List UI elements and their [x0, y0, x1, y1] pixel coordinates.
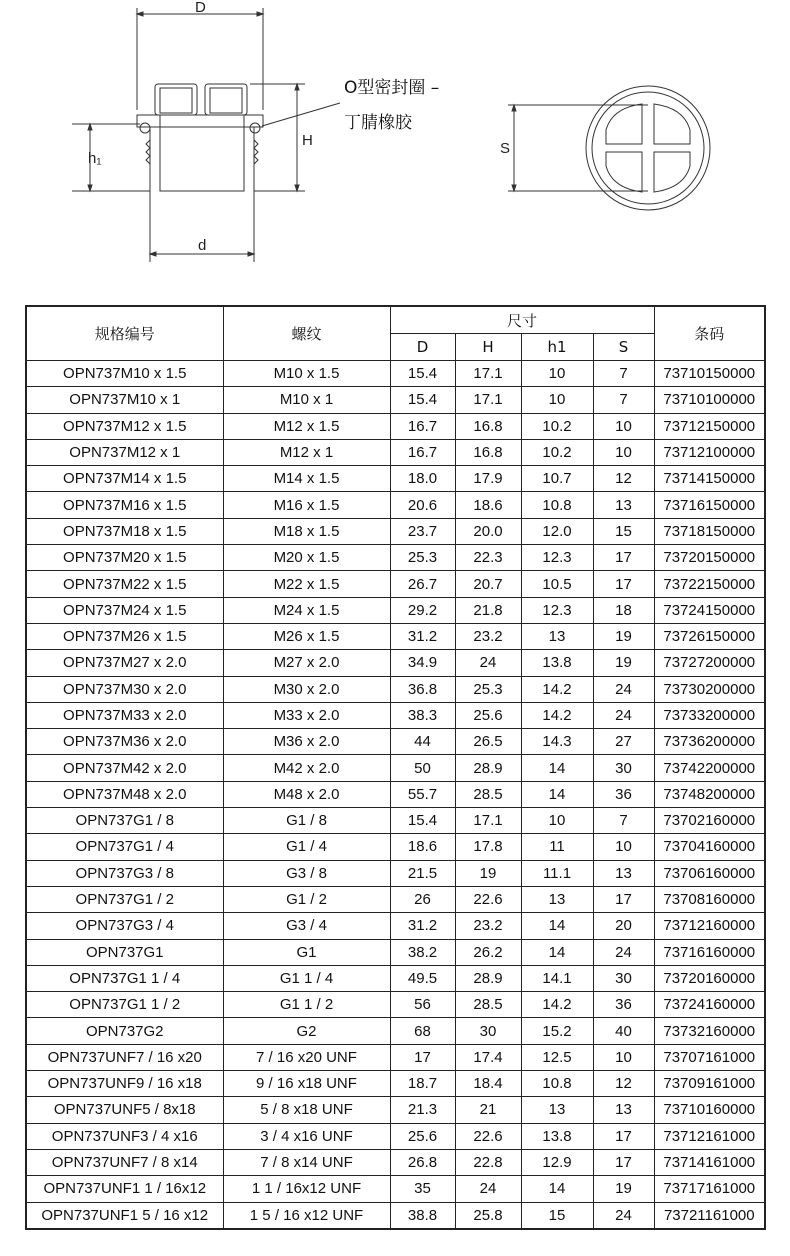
- cell-D: 38.2: [390, 939, 455, 965]
- cell-H: 28.9: [455, 965, 521, 991]
- cell-H: 20.7: [455, 571, 521, 597]
- cell-S: 15: [593, 518, 654, 544]
- cell-S: 24: [593, 1202, 654, 1229]
- cell-h1: 15.2: [521, 1018, 593, 1044]
- cell-spec: OPN737M33 x 2.0: [26, 702, 223, 728]
- cell-S: 17: [593, 886, 654, 912]
- table-row: [26, 597, 765, 623]
- cell-barcode: 73710160000: [654, 1097, 765, 1123]
- cell-h1: 11: [521, 834, 593, 860]
- cell-thread: M26 x 1.5: [223, 623, 390, 649]
- cell-D: 23.7: [390, 518, 455, 544]
- table-row: [26, 781, 765, 807]
- table-row: [26, 729, 765, 755]
- table-row: [26, 518, 765, 544]
- cell-h1: 14.2: [521, 702, 593, 728]
- cell-H: 21.8: [455, 597, 521, 623]
- cell-S: 7: [593, 361, 654, 387]
- cell-h1: 14: [521, 939, 593, 965]
- cell-h1: 14.2: [521, 992, 593, 1018]
- cell-thread: M33 x 2.0: [223, 702, 390, 728]
- cell-barcode: 73710150000: [654, 361, 765, 387]
- cell-spec: OPN737G1 / 2: [26, 886, 223, 912]
- header-dimensions: 尺寸: [390, 306, 654, 334]
- table-row: [26, 939, 765, 965]
- cell-S: 19: [593, 623, 654, 649]
- cell-thread: M42 x 2.0: [223, 755, 390, 781]
- cell-D: 16.7: [390, 413, 455, 439]
- cell-S: 10: [593, 413, 654, 439]
- header-h1: h1: [521, 334, 593, 361]
- cell-S: 12: [593, 1071, 654, 1097]
- cell-spec: OPN737M16 x 1.5: [26, 492, 223, 518]
- cell-thread: 7 / 16 x20 UNF: [223, 1044, 390, 1070]
- cell-S: 12: [593, 466, 654, 492]
- cell-H: 25.3: [455, 676, 521, 702]
- table-row: [26, 361, 765, 387]
- cell-thread: G1 1 / 2: [223, 992, 390, 1018]
- cell-h1: 12.3: [521, 545, 593, 571]
- cell-h1: 12.5: [521, 1044, 593, 1070]
- cell-thread: G1 / 4: [223, 834, 390, 860]
- cell-D: 34.9: [390, 650, 455, 676]
- cell-H: 28.5: [455, 992, 521, 1018]
- cell-D: 15.4: [390, 361, 455, 387]
- cell-spec: OPN737G2: [26, 1018, 223, 1044]
- cell-S: 30: [593, 755, 654, 781]
- cell-D: 36.8: [390, 676, 455, 702]
- cell-thread: G3 / 4: [223, 913, 390, 939]
- cell-D: 29.2: [390, 597, 455, 623]
- cell-barcode: 73748200000: [654, 781, 765, 807]
- cell-S: 20: [593, 913, 654, 939]
- cell-h1: 10: [521, 361, 593, 387]
- cell-thread: G1 1 / 4: [223, 965, 390, 991]
- cell-h1: 10.8: [521, 1071, 593, 1097]
- cell-h1: 13: [521, 623, 593, 649]
- cell-thread: G1 / 8: [223, 808, 390, 834]
- cell-H: 20.0: [455, 518, 521, 544]
- cell-D: 20.6: [390, 492, 455, 518]
- spec-table: [25, 305, 766, 1230]
- cell-spec: OPN737G1 1 / 2: [26, 992, 223, 1018]
- cell-D: 17: [390, 1044, 455, 1070]
- cell-H: 23.2: [455, 623, 521, 649]
- cell-spec: OPN737M22 x 1.5: [26, 571, 223, 597]
- cell-H: 26.2: [455, 939, 521, 965]
- cell-barcode: 73722150000: [654, 571, 765, 597]
- cell-barcode: 73710100000: [654, 387, 765, 413]
- table-row: [26, 834, 765, 860]
- label-h1: h₁: [88, 150, 102, 167]
- cell-thread: M12 x 1.5: [223, 413, 390, 439]
- cell-H: 22.8: [455, 1149, 521, 1175]
- cell-spec: OPN737UNF7 / 8 x14: [26, 1149, 223, 1175]
- cell-D: 15.4: [390, 808, 455, 834]
- cell-S: 30: [593, 965, 654, 991]
- cell-spec: OPN737M20 x 1.5: [26, 545, 223, 571]
- cell-H: 18.6: [455, 492, 521, 518]
- table-row: [26, 860, 765, 886]
- technical-drawing: [0, 0, 790, 295]
- cell-H: 17.4: [455, 1044, 521, 1070]
- cell-thread: M24 x 1.5: [223, 597, 390, 623]
- cell-h1: 10.5: [521, 571, 593, 597]
- header-S: S: [593, 334, 654, 361]
- cell-spec: OPN737G1 1 / 4: [26, 965, 223, 991]
- cell-spec: OPN737G1 / 8: [26, 808, 223, 834]
- cell-D: 56: [390, 992, 455, 1018]
- cell-D: 25.6: [390, 1123, 455, 1149]
- cell-spec: OPN737M42 x 2.0: [26, 755, 223, 781]
- table-row: [26, 1071, 765, 1097]
- cell-barcode: 73732160000: [654, 1018, 765, 1044]
- cell-D: 31.2: [390, 913, 455, 939]
- cell-H: 28.5: [455, 781, 521, 807]
- cell-spec: OPN737UNF1 1 / 16x12: [26, 1176, 223, 1202]
- table-row: [26, 545, 765, 571]
- cell-barcode: 73720150000: [654, 545, 765, 571]
- cell-barcode: 73714161000: [654, 1149, 765, 1175]
- cell-spec: OPN737UNF7 / 16 x20: [26, 1044, 223, 1070]
- header-D: D: [390, 334, 455, 361]
- cell-S: 13: [593, 492, 654, 518]
- cell-S: 18: [593, 597, 654, 623]
- cell-h1: 15: [521, 1202, 593, 1229]
- cell-thread: M20 x 1.5: [223, 545, 390, 571]
- table-row: [26, 413, 765, 439]
- cell-spec: OPN737M18 x 1.5: [26, 518, 223, 544]
- table-row: [26, 965, 765, 991]
- cell-spec: OPN737M10 x 1.5: [26, 361, 223, 387]
- cell-thread: 1 1 / 16x12 UNF: [223, 1176, 390, 1202]
- cell-D: 18.6: [390, 834, 455, 860]
- cell-spec: OPN737UNF5 / 8x18: [26, 1097, 223, 1123]
- cell-H: 17.9: [455, 466, 521, 492]
- cell-spec: OPN737M30 x 2.0: [26, 676, 223, 702]
- top-view: [508, 86, 710, 210]
- cell-spec: OPN737M24 x 1.5: [26, 597, 223, 623]
- label-H: H: [302, 132, 313, 149]
- header-spec: 规格编号: [26, 306, 223, 361]
- cell-thread: M18 x 1.5: [223, 518, 390, 544]
- cell-barcode: 73714150000: [654, 466, 765, 492]
- cell-S: 17: [593, 571, 654, 597]
- cell-barcode: 73718150000: [654, 518, 765, 544]
- cell-D: 26.7: [390, 571, 455, 597]
- cell-thread: 1 5 / 16 x12 UNF: [223, 1202, 390, 1229]
- cell-spec: OPN737UNF1 5 / 16 x12: [26, 1202, 223, 1229]
- cell-H: 26.5: [455, 729, 521, 755]
- cell-h1: 13: [521, 886, 593, 912]
- cell-H: 17.1: [455, 808, 521, 834]
- cell-barcode: 73724150000: [654, 597, 765, 623]
- cell-barcode: 73706160000: [654, 860, 765, 886]
- cell-thread: G1 / 2: [223, 886, 390, 912]
- cell-H: 25.6: [455, 702, 521, 728]
- cell-H: 23.2: [455, 913, 521, 939]
- table-row: [26, 1097, 765, 1123]
- cell-spec: OPN737M48 x 2.0: [26, 781, 223, 807]
- cell-D: 35: [390, 1176, 455, 1202]
- cell-h1: 14: [521, 1176, 593, 1202]
- label-D: D: [195, 0, 206, 16]
- cell-h1: 10: [521, 387, 593, 413]
- cell-spec: OPN737G1: [26, 939, 223, 965]
- cell-S: 24: [593, 939, 654, 965]
- cell-spec: OPN737UNF3 / 4 x16: [26, 1123, 223, 1149]
- cell-thread: M30 x 2.0: [223, 676, 390, 702]
- header-thread: 螺纹: [223, 306, 390, 361]
- cell-spec: OPN737UNF9 / 16 x18: [26, 1071, 223, 1097]
- cell-S: 36: [593, 781, 654, 807]
- cell-D: 21.3: [390, 1097, 455, 1123]
- spec-table-body: [26, 361, 765, 1229]
- cell-barcode: 73709161000: [654, 1071, 765, 1097]
- cell-D: 68: [390, 1018, 455, 1044]
- cell-spec: OPN737M27 x 2.0: [26, 650, 223, 676]
- cell-barcode: 73730200000: [654, 676, 765, 702]
- cell-h1: 14.1: [521, 965, 593, 991]
- table-row: [26, 1123, 765, 1149]
- cell-H: 24: [455, 1176, 521, 1202]
- header-H: H: [455, 334, 521, 361]
- table-row: [26, 623, 765, 649]
- cell-H: 21: [455, 1097, 521, 1123]
- cell-S: 10: [593, 1044, 654, 1070]
- cell-h1: 10.8: [521, 492, 593, 518]
- cell-thread: M14 x 1.5: [223, 466, 390, 492]
- cell-D: 16.7: [390, 439, 455, 465]
- cell-H: 16.8: [455, 439, 521, 465]
- cell-spec: OPN737G3 / 4: [26, 913, 223, 939]
- cell-h1: 13.8: [521, 1123, 593, 1149]
- cell-thread: M10 x 1: [223, 387, 390, 413]
- table-row: [26, 439, 765, 465]
- cell-S: 17: [593, 1149, 654, 1175]
- cell-S: 24: [593, 702, 654, 728]
- table-row: [26, 1149, 765, 1175]
- cell-barcode: 73704160000: [654, 834, 765, 860]
- table-row: [26, 913, 765, 939]
- cell-barcode: 73742200000: [654, 755, 765, 781]
- cell-thread: M16 x 1.5: [223, 492, 390, 518]
- cell-D: 31.2: [390, 623, 455, 649]
- cell-h1: 12.0: [521, 518, 593, 544]
- cell-D: 44: [390, 729, 455, 755]
- cell-h1: 11.1: [521, 860, 593, 886]
- cell-H: 17.1: [455, 361, 521, 387]
- table-row: [26, 387, 765, 413]
- table-row: [26, 808, 765, 834]
- cell-h1: 14: [521, 781, 593, 807]
- cell-thread: M27 x 2.0: [223, 650, 390, 676]
- cell-S: 40: [593, 1018, 654, 1044]
- cell-thread: M10 x 1.5: [223, 361, 390, 387]
- cell-barcode: 73726150000: [654, 623, 765, 649]
- cell-D: 25.3: [390, 545, 455, 571]
- cell-D: 38.3: [390, 702, 455, 728]
- cell-thread: G2: [223, 1018, 390, 1044]
- cell-H: 17.1: [455, 387, 521, 413]
- cell-S: 7: [593, 808, 654, 834]
- table-row: [26, 492, 765, 518]
- table-row: [26, 1044, 765, 1070]
- table-row: [26, 702, 765, 728]
- cell-barcode: 73712100000: [654, 439, 765, 465]
- cell-S: 24: [593, 676, 654, 702]
- cell-h1: 10.2: [521, 413, 593, 439]
- cell-S: 27: [593, 729, 654, 755]
- cell-h1: 14.3: [521, 729, 593, 755]
- cell-barcode: 73702160000: [654, 808, 765, 834]
- cell-D: 26.8: [390, 1149, 455, 1175]
- cell-S: 7: [593, 387, 654, 413]
- table-row: [26, 755, 765, 781]
- cell-S: 17: [593, 545, 654, 571]
- cell-thread: M48 x 2.0: [223, 781, 390, 807]
- cell-spec: OPN737G3 / 8: [26, 860, 223, 886]
- cell-D: 38.8: [390, 1202, 455, 1229]
- cell-barcode: 73717161000: [654, 1176, 765, 1202]
- cell-h1: 10: [521, 808, 593, 834]
- cell-spec: OPN737M12 x 1.5: [26, 413, 223, 439]
- cell-barcode: 73736200000: [654, 729, 765, 755]
- cell-H: 22.6: [455, 1123, 521, 1149]
- cell-H: 16.8: [455, 413, 521, 439]
- cell-H: 19: [455, 860, 521, 886]
- table-row: [26, 650, 765, 676]
- cell-spec: OPN737M14 x 1.5: [26, 466, 223, 492]
- cell-h1: 12.9: [521, 1149, 593, 1175]
- cell-D: 55.7: [390, 781, 455, 807]
- cell-thread: M36 x 2.0: [223, 729, 390, 755]
- cell-thread: 7 / 8 x14 UNF: [223, 1149, 390, 1175]
- cell-thread: G3 / 8: [223, 860, 390, 886]
- cell-thread: M22 x 1.5: [223, 571, 390, 597]
- cell-S: 13: [593, 1097, 654, 1123]
- label-d: d: [198, 237, 207, 254]
- cell-H: 25.8: [455, 1202, 521, 1229]
- cell-D: 18.0: [390, 466, 455, 492]
- cell-thread: G1: [223, 939, 390, 965]
- cell-h1: 12.3: [521, 597, 593, 623]
- table-row: [26, 466, 765, 492]
- oring-note-line2: 丁腈橡胶: [344, 113, 412, 133]
- header-barcode: 条码: [654, 306, 765, 361]
- cell-barcode: 73720160000: [654, 965, 765, 991]
- cell-D: 49.5: [390, 965, 455, 991]
- cell-barcode: 73733200000: [654, 702, 765, 728]
- cell-D: 15.4: [390, 387, 455, 413]
- cell-H: 28.9: [455, 755, 521, 781]
- cell-h1: 10.7: [521, 466, 593, 492]
- cell-thread: 5 / 8 x18 UNF: [223, 1097, 390, 1123]
- cell-barcode: 73716160000: [654, 939, 765, 965]
- cell-H: 22.6: [455, 886, 521, 912]
- cell-barcode: 73727200000: [654, 650, 765, 676]
- cell-barcode: 73712160000: [654, 913, 765, 939]
- cell-thread: M12 x 1: [223, 439, 390, 465]
- cell-D: 18.7: [390, 1071, 455, 1097]
- table-row: [26, 1018, 765, 1044]
- cell-S: 17: [593, 1123, 654, 1149]
- table-row: [26, 886, 765, 912]
- cell-barcode: 73721161000: [654, 1202, 765, 1229]
- cell-h1: 10.2: [521, 439, 593, 465]
- cell-S: 19: [593, 1176, 654, 1202]
- side-view: [72, 8, 340, 262]
- cell-barcode: 73724160000: [654, 992, 765, 1018]
- table-row: [26, 1202, 765, 1229]
- cell-S: 19: [593, 650, 654, 676]
- cell-spec: OPN737M26 x 1.5: [26, 623, 223, 649]
- cell-spec: OPN737G1 / 4: [26, 834, 223, 860]
- cell-D: 21.5: [390, 860, 455, 886]
- cell-barcode: 73712161000: [654, 1123, 765, 1149]
- cell-barcode: 73716150000: [654, 492, 765, 518]
- cell-S: 10: [593, 834, 654, 860]
- cell-barcode: 73708160000: [654, 886, 765, 912]
- cell-H: 17.8: [455, 834, 521, 860]
- cell-spec: OPN737M36 x 2.0: [26, 729, 223, 755]
- cell-H: 18.4: [455, 1071, 521, 1097]
- cell-H: 30: [455, 1018, 521, 1044]
- table-row: [26, 992, 765, 1018]
- label-S: S: [500, 140, 511, 157]
- cell-D: 26: [390, 886, 455, 912]
- table-row: [26, 1176, 765, 1202]
- cell-thread: 3 / 4 x16 UNF: [223, 1123, 390, 1149]
- cell-barcode: 73707161000: [654, 1044, 765, 1070]
- cell-barcode: 73712150000: [654, 413, 765, 439]
- cell-H: 24: [455, 650, 521, 676]
- cell-spec: OPN737M12 x 1: [26, 439, 223, 465]
- cell-S: 10: [593, 439, 654, 465]
- cell-h1: 14.2: [521, 676, 593, 702]
- cell-thread: 9 / 16 x18 UNF: [223, 1071, 390, 1097]
- cell-h1: 14: [521, 755, 593, 781]
- cell-S: 13: [593, 860, 654, 886]
- cell-h1: 14: [521, 913, 593, 939]
- cell-D: 50: [390, 755, 455, 781]
- table-row: [26, 676, 765, 702]
- cell-S: 36: [593, 992, 654, 1018]
- table-row: [26, 571, 765, 597]
- cell-h1: 13.8: [521, 650, 593, 676]
- oring-note-line1: O型密封圈 –: [344, 78, 440, 98]
- cell-h1: 13: [521, 1097, 593, 1123]
- cell-spec: OPN737M10 x 1: [26, 387, 223, 413]
- cell-H: 22.3: [455, 545, 521, 571]
